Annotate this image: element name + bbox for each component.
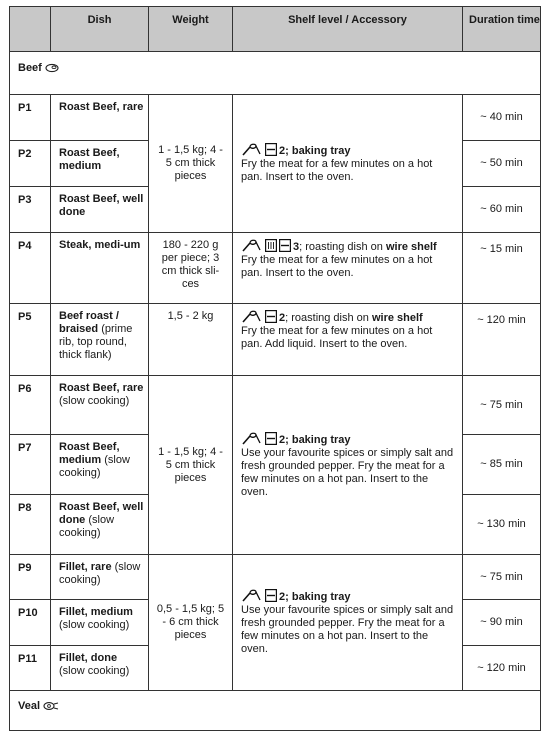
shelf-accessory-bold: wire shelf [371, 312, 423, 324]
category-veal [10, 691, 541, 731]
duration: ~ 15 min [463, 233, 541, 304]
program-id: P9 [10, 555, 51, 600]
dish-name [51, 376, 149, 435]
shelf-accessory: ; roasting dish on [285, 312, 372, 324]
dish-name-text: Roast Beef, medium [59, 147, 120, 172]
dish-name-text: Steak, medi-um [59, 239, 141, 251]
dish-name [51, 600, 149, 646]
dish-note: (slow cooking) [59, 454, 130, 479]
duration: ~ 90 min [463, 600, 541, 646]
fan-heating-icon [241, 143, 263, 156]
program-table [9, 6, 541, 731]
shelf-accessory: ; baking tray [285, 145, 351, 157]
shelf-instructions: Use your favourite spices or simply salt and fresh grounded pepper. Fry the meat for a few minutes on a hot pan. Insert to the oven. [241, 604, 454, 655]
shelf-level-icon [265, 432, 277, 445]
shelf-level: 2 [279, 433, 286, 446]
header-shelf: Shelf level / Accessory [233, 7, 463, 52]
table-row [10, 304, 541, 376]
dish-note: (slow cooking) [59, 619, 130, 631]
duration: ~ 75 min [463, 376, 541, 435]
shelf-instructions: Use your favourite spices or simply salt and fresh grounded pepper. Fry the meat for a few minutes on a hot pan. Insert to the oven. [241, 446, 454, 498]
dish-name-text: Roast Beef, well done [59, 501, 144, 526]
shelf-level-icon [265, 589, 277, 602]
program-id: P8 [10, 495, 51, 555]
dish-name-text: Beef roast / braised [59, 310, 119, 335]
duration: ~ 40 min [463, 95, 541, 141]
dish-note: (prime rib, top round, thick flank) [59, 323, 133, 361]
weight-cell: 0,5 - 1,5 kg; 5 - 6 cm thick pieces [149, 555, 233, 691]
category-beef [10, 52, 541, 95]
top-heat-icon [265, 239, 277, 252]
duration: ~ 50 min [463, 141, 541, 187]
shelf-cell [233, 376, 463, 555]
dish-name [51, 646, 149, 691]
duration: ~ 130 min [463, 495, 541, 555]
dish-name [51, 233, 149, 304]
header-program [10, 7, 51, 52]
fan-heating-icon [241, 310, 263, 323]
shelf-instructions: Fry the meat for a few minutes on a hot pan. Insert to the oven. [241, 254, 433, 279]
dish-name-text: Roast Beef, rare [59, 382, 144, 394]
dish-note: (slow cooking) [59, 514, 115, 539]
dish-name [51, 187, 149, 233]
duration: ~ 75 min [463, 555, 541, 600]
dish-note: (slow cooking) [59, 395, 130, 407]
shelf-level-icon [279, 239, 291, 252]
category-beef-label: Beef [18, 62, 42, 74]
program-id: P5 [10, 304, 51, 376]
dish-note: (slow cooking) [59, 665, 130, 677]
table-row [10, 555, 541, 600]
dish-name [51, 95, 149, 141]
header-dish: Dish [51, 7, 149, 52]
fan-heating-icon [241, 432, 263, 445]
shelf-instructions: Fry the meat for a few minutes on a hot pan. Insert to the oven. [241, 158, 433, 183]
shelf-accessory: ; roasting dish on [299, 241, 386, 253]
duration: ~ 120 min [463, 304, 541, 376]
shelf-level: 3 [293, 241, 300, 253]
weight-cell: 1 - 1,5 kg; 4 - 5 cm thick pieces [149, 95, 233, 233]
dish-name-text: Fillet, rare [59, 561, 112, 573]
weight-cell: 1,5 - 2 kg [149, 304, 233, 376]
category-row-veal [10, 691, 541, 731]
shelf-accessory-bold: wire shelf [385, 241, 437, 253]
duration: ~ 60 min [463, 187, 541, 233]
duration: ~ 85 min [463, 435, 541, 495]
beef-icon [45, 63, 59, 73]
shelf-level: 2 [279, 591, 286, 603]
dish-name-text: Roast Beef, medium [59, 441, 120, 466]
category-veal-label: Veal [18, 700, 41, 712]
shelf-level: 2 [279, 312, 286, 324]
program-id: P11 [10, 646, 51, 691]
shelf-cell [233, 555, 463, 691]
header-row [10, 7, 541, 52]
veal-icon [43, 701, 59, 711]
shelf-cell [233, 95, 463, 233]
program-id: P2 [10, 141, 51, 187]
shelf-level-icon [265, 143, 277, 156]
program-id: P3 [10, 187, 51, 233]
shelf-instructions: Fry the meat for a few minutes on a hot pan. Add liquid. Insert to the oven. [241, 325, 433, 350]
dish-name-text: Fillet, done [59, 652, 118, 664]
duration: ~ 120 min [463, 646, 541, 691]
category-row-beef [10, 52, 541, 95]
dish-note: (slow cooking) [59, 561, 141, 586]
table-row [10, 95, 541, 141]
dish-name [51, 495, 149, 555]
program-id: P6 [10, 376, 51, 435]
fan-heating-icon [241, 589, 263, 602]
table-row [10, 376, 541, 435]
program-id: P4 [10, 233, 51, 304]
shelf-cell [233, 304, 463, 376]
program-id: P7 [10, 435, 51, 495]
dish-name [51, 435, 149, 495]
program-id: P1 [10, 95, 51, 141]
dish-name-text: Roast Beef, rare [59, 101, 144, 113]
dish-name [51, 304, 149, 376]
shelf-cell [233, 233, 463, 304]
shelf-level: 2 [279, 145, 286, 157]
shelf-level-icon [265, 310, 277, 323]
weight-cell: 180 - 220 g per piece; 3 cm thick sli-ces [149, 233, 233, 304]
dish-name [51, 141, 149, 187]
header-duration: Duration time [463, 7, 541, 52]
shelf-accessory: ; baking tray [285, 591, 351, 603]
program-id: P10 [10, 600, 51, 646]
dish-name [51, 555, 149, 600]
shelf-accessory: ; baking tray [285, 433, 351, 446]
dish-name-text: Fillet, medium [59, 606, 133, 618]
dish-name-text: Roast Beef, well done [59, 193, 144, 218]
weight-cell: 1 - 1,5 kg; 4 - 5 cm thick pieces [149, 376, 233, 555]
fan-heating-icon [241, 239, 263, 252]
table-row [10, 233, 541, 304]
header-weight: Weight [149, 7, 233, 52]
